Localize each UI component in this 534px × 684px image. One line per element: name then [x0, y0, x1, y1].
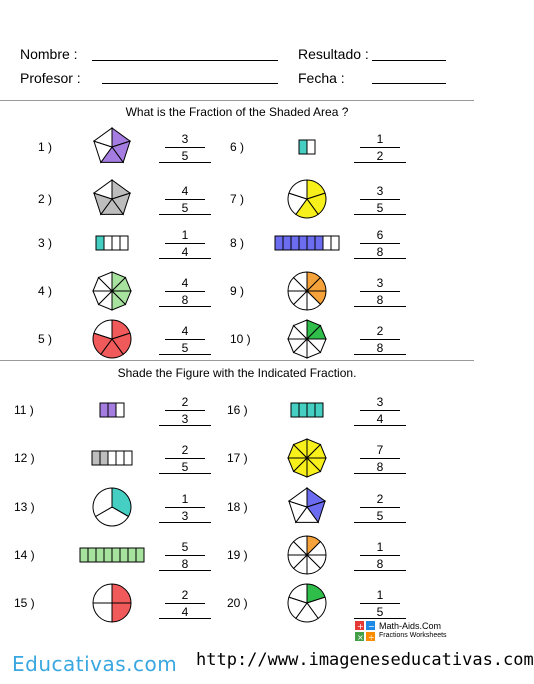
answer-line[interactable] — [159, 162, 211, 163]
fraction-numerator: 1 — [376, 132, 384, 146]
answer-line[interactable] — [354, 354, 406, 355]
fraction-denominator: 8 — [376, 245, 384, 259]
fraction-numerator: 1 — [181, 228, 189, 242]
answer-line[interactable] — [159, 570, 211, 571]
fraction-denominator: 8 — [181, 557, 189, 571]
fraction-segment[interactable] — [299, 140, 307, 154]
problem-label: 17 ) — [227, 451, 248, 465]
problem-label: 1 ) — [38, 140, 53, 154]
fraction-figure[interactable] — [277, 533, 337, 577]
problem-label: 15 ) — [14, 596, 35, 610]
fraction-segment[interactable] — [104, 236, 112, 250]
problem-label: 16 ) — [227, 403, 248, 417]
fraction-figure[interactable] — [82, 177, 142, 221]
math-aids-logo-icon — [355, 621, 375, 643]
fraction-segment[interactable] — [136, 548, 144, 562]
fraction-denominator: 3 — [181, 509, 189, 523]
fraction-numerator: 3 — [376, 276, 384, 290]
fraction-figure[interactable] — [277, 177, 337, 221]
teacher-field[interactable] — [102, 83, 278, 84]
date-field[interactable] — [372, 83, 446, 84]
fraction-bar — [360, 243, 400, 244]
fraction-segment[interactable] — [112, 548, 120, 562]
math-aids-brand — [355, 621, 465, 647]
answer-line[interactable] — [159, 425, 211, 426]
fraction-denominator: 8 — [376, 460, 384, 474]
fraction-answer — [360, 229, 400, 258]
fraction-figure[interactable] — [82, 221, 142, 265]
problem-label: 11 ) — [14, 403, 34, 417]
problem-label: 12 ) — [14, 451, 35, 465]
fraction-segment[interactable] — [112, 603, 131, 622]
fraction-figure[interactable] — [82, 269, 142, 313]
answer-line[interactable] — [354, 570, 406, 571]
fraction-numerator: 1 — [376, 540, 384, 554]
fraction-segment[interactable] — [112, 236, 120, 250]
fraction-figure[interactable] — [82, 388, 142, 432]
svg-text:−: − — [368, 622, 375, 631]
fraction-answer — [360, 277, 400, 306]
fraction-denominator: 2 — [376, 149, 384, 163]
fraction-numerator: 4 — [181, 184, 189, 198]
fraction-numerator: 3 — [376, 184, 384, 198]
fraction-numerator: 4 — [181, 276, 189, 290]
fraction-bar — [165, 147, 205, 148]
fraction-numerator: 2 — [376, 492, 384, 506]
answer-line[interactable] — [159, 354, 211, 355]
fraction-denominator: 4 — [376, 412, 384, 426]
fraction-segment[interactable] — [104, 548, 112, 562]
fraction-segment[interactable] — [116, 403, 124, 417]
answer-line[interactable] — [354, 258, 406, 259]
answer-line[interactable] — [354, 162, 406, 163]
fraction-answer — [360, 493, 400, 522]
fraction-answer — [165, 325, 205, 354]
fraction-bar — [360, 147, 400, 148]
fraction-bar — [360, 603, 400, 604]
fraction-figure[interactable] — [82, 533, 142, 577]
fraction-segment[interactable] — [283, 236, 291, 250]
fraction-numerator: 2 — [181, 588, 189, 602]
fraction-numerator: 3 — [376, 395, 384, 409]
answer-line[interactable] — [159, 306, 211, 307]
answer-line[interactable] — [354, 306, 406, 307]
fraction-numerator: 6 — [376, 228, 384, 242]
fraction-figure[interactable] — [277, 581, 337, 625]
fraction-denominator: 5 — [181, 341, 189, 355]
fraction-numerator: 1 — [376, 588, 384, 602]
fraction-bar — [360, 291, 400, 292]
fraction-figure[interactable] — [82, 317, 142, 361]
problem-label: 5 ) — [38, 332, 53, 346]
problem-label: 2 ) — [38, 192, 53, 206]
answer-line[interactable] — [354, 473, 406, 474]
brand-name: Math-Aids.Com — [379, 621, 442, 631]
problem-label: 9 ) — [230, 284, 245, 298]
fraction-bar — [360, 410, 400, 411]
fraction-numerator: 2 — [181, 395, 189, 409]
fraction-denominator: 8 — [181, 293, 189, 307]
problem-label: 19 ) — [227, 548, 248, 562]
problem-label: 13 ) — [14, 500, 35, 514]
fraction-answer — [165, 277, 205, 306]
fraction-segment[interactable] — [93, 603, 112, 622]
answer-line[interactable] — [159, 522, 211, 523]
fraction-figure[interactable] — [82, 485, 142, 529]
fraction-figure[interactable] — [277, 436, 337, 480]
fraction-denominator: 8 — [376, 557, 384, 571]
fraction-segment[interactable] — [331, 236, 339, 250]
section2-title: Shade the Figure with the Indicated Fraction. — [117, 366, 357, 380]
fraction-denominator: 4 — [181, 605, 189, 619]
fraction-numerator: 5 — [181, 540, 189, 554]
fraction-answer — [360, 589, 400, 618]
fraction-segment[interactable] — [96, 236, 104, 250]
fraction-figure[interactable] — [277, 485, 337, 529]
fraction-segment[interactable] — [108, 451, 116, 465]
fraction-segment[interactable] — [100, 451, 108, 465]
fraction-segment[interactable] — [96, 548, 104, 562]
fraction-figure[interactable] — [277, 125, 337, 169]
fraction-bar — [360, 199, 400, 200]
answer-line[interactable] — [159, 214, 211, 215]
fraction-segment[interactable] — [315, 403, 323, 417]
svg-text:+: + — [357, 622, 364, 631]
fraction-segment[interactable] — [120, 236, 128, 250]
fraction-answer — [165, 396, 205, 425]
fraction-segment[interactable] — [291, 236, 299, 250]
problem-label: 10 ) — [230, 332, 251, 346]
name-field[interactable] — [92, 60, 278, 61]
fraction-segment[interactable] — [307, 140, 315, 154]
fraction-segment[interactable] — [291, 403, 299, 417]
fraction-segment[interactable] — [128, 548, 136, 562]
fraction-bar — [360, 339, 400, 340]
fraction-numerator: 2 — [181, 443, 189, 457]
problem-label: 6 ) — [230, 140, 245, 154]
header-divider — [0, 100, 474, 101]
fraction-figure[interactable] — [277, 221, 337, 265]
fraction-figure[interactable] — [277, 269, 337, 313]
fraction-bar — [165, 458, 205, 459]
fraction-denominator: 5 — [181, 460, 189, 474]
problem-label: 8 ) — [230, 236, 245, 250]
answer-line[interactable] — [354, 425, 406, 426]
problem-label: 20 ) — [227, 596, 248, 610]
fraction-segment[interactable] — [299, 403, 307, 417]
fraction-segment[interactable] — [116, 451, 124, 465]
fraction-bar — [360, 555, 400, 556]
fraction-answer — [165, 185, 205, 214]
fraction-answer — [360, 444, 400, 473]
fraction-numerator: 3 — [181, 132, 189, 146]
fraction-answer — [360, 133, 400, 162]
fraction-figure[interactable] — [82, 436, 142, 480]
fraction-answer — [360, 185, 400, 214]
fraction-answer — [360, 396, 400, 425]
fraction-segment[interactable] — [323, 236, 331, 250]
answer-line[interactable] — [354, 618, 406, 619]
fraction-segment[interactable] — [108, 403, 116, 417]
fraction-denominator: 4 — [181, 245, 189, 259]
teacher-label: Profesor : — [20, 70, 81, 86]
footer-url-link[interactable]: http://www.imageneseducativas.com — [196, 650, 534, 670]
fraction-denominator: 5 — [181, 201, 189, 215]
fraction-segment[interactable] — [124, 451, 132, 465]
fraction-segment[interactable] — [307, 403, 315, 417]
fraction-numerator: 1 — [181, 492, 189, 506]
date-label: Fecha : — [298, 70, 345, 86]
answer-line[interactable] — [354, 214, 406, 215]
fraction-numerator: 7 — [376, 443, 384, 457]
problem-label: 14 ) — [14, 548, 35, 562]
answer-line[interactable] — [159, 258, 211, 259]
fraction-segment[interactable] — [307, 236, 315, 250]
fraction-denominator: 5 — [181, 149, 189, 163]
section1-title: What is the Fraction of the Shaded Area ? — [125, 105, 349, 119]
fraction-answer — [165, 229, 205, 258]
fraction-bar — [360, 458, 400, 459]
footer-watermark: Educativas.com — [12, 652, 178, 676]
fraction-segment[interactable] — [80, 548, 88, 562]
fraction-answer — [165, 541, 205, 570]
fraction-denominator: 5 — [376, 201, 384, 215]
fraction-segment[interactable] — [88, 548, 96, 562]
fraction-answer — [165, 493, 205, 522]
fraction-denominator: 3 — [181, 412, 189, 426]
fraction-bar — [165, 555, 205, 556]
fraction-bar — [360, 507, 400, 508]
name-label: Nombre : — [20, 46, 78, 62]
fraction-figure[interactable] — [277, 388, 337, 432]
fraction-segment[interactable] — [299, 236, 307, 250]
fraction-answer — [165, 589, 205, 618]
fraction-answer — [360, 541, 400, 570]
fraction-bar — [165, 339, 205, 340]
fraction-segment[interactable] — [92, 451, 100, 465]
fraction-bar — [165, 243, 205, 244]
section-divider — [0, 360, 474, 361]
fraction-bar — [165, 603, 205, 604]
svg-text:÷: ÷ — [368, 633, 375, 642]
result-label: Resultado : — [298, 46, 369, 62]
answer-line[interactable] — [354, 522, 406, 523]
problem-label: 7 ) — [230, 192, 245, 206]
fraction-denominator: 8 — [376, 293, 384, 307]
fraction-bar — [165, 507, 205, 508]
problem-label: 3 ) — [38, 236, 53, 250]
fraction-answer — [165, 133, 205, 162]
fraction-figure[interactable] — [82, 125, 142, 169]
fraction-numerator: 2 — [376, 324, 384, 338]
fraction-segment[interactable] — [275, 236, 283, 250]
fraction-denominator: 5 — [376, 605, 384, 619]
problem-label: 18 ) — [227, 500, 248, 514]
result-field[interactable] — [372, 60, 446, 61]
fraction-segment[interactable] — [315, 236, 323, 250]
fraction-segment[interactable] — [120, 548, 128, 562]
fraction-figure[interactable] — [82, 581, 142, 625]
fraction-bar — [165, 410, 205, 411]
fraction-answer — [360, 325, 400, 354]
fraction-segment[interactable] — [100, 403, 108, 417]
fraction-segment[interactable] — [112, 584, 131, 603]
fraction-numerator: 4 — [181, 324, 189, 338]
answer-line[interactable] — [159, 618, 211, 619]
fraction-bar — [165, 199, 205, 200]
fraction-bar — [165, 291, 205, 292]
fraction-figure[interactable] — [277, 317, 337, 361]
fraction-answer — [165, 444, 205, 473]
fraction-segment[interactable] — [93, 584, 112, 603]
brand-sub: Fractions Worksheets — [379, 632, 447, 639]
problem-label: 4 ) — [38, 284, 53, 298]
answer-line[interactable] — [159, 473, 211, 474]
svg-text:×: × — [357, 633, 364, 642]
fraction-denominator: 8 — [376, 341, 384, 355]
fraction-denominator: 5 — [376, 509, 384, 523]
